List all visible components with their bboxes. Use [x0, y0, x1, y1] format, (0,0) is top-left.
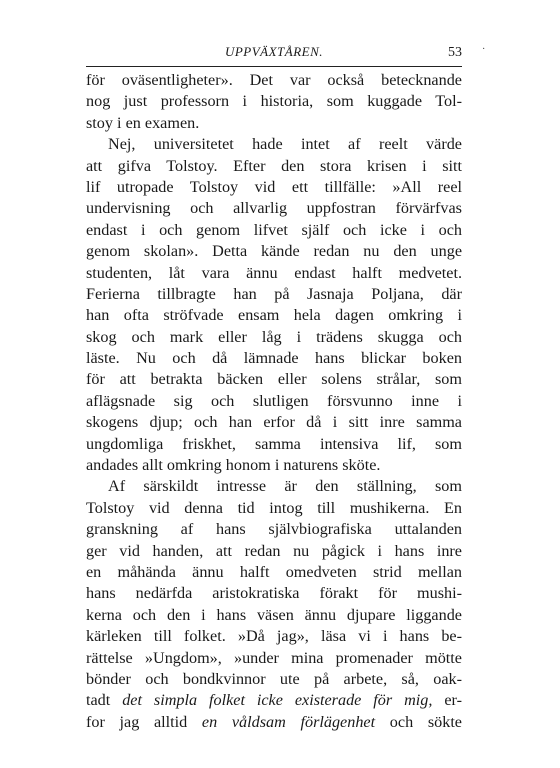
- text-line: för att betrakta bäcken eller solens strålar, som: [86, 370, 462, 389]
- text-line: aflägsnade sig och slutligen försvunno inne i: [86, 391, 462, 410]
- text-line: rättelse »Ungdom», »under mina promenader mötte: [86, 648, 462, 667]
- text-line: för oväsentligheter». Det var också betecknande: [86, 71, 462, 89]
- body-text: [86, 70, 462, 733]
- text-line: kärleken till folket. »Då jag», läsa vi i hans be-: [86, 627, 462, 646]
- text-line: en måhända ännu halft omedveten strid mellan: [86, 562, 462, 581]
- text-line: endast i och genom lifvet själf och icke i och: [86, 220, 462, 239]
- text-line: skog och mark eller låg i trädens skugga och: [86, 327, 462, 346]
- page-number: 53: [448, 45, 462, 60]
- text-fragment: tadt: [86, 691, 123, 710]
- text-line: nog just professorn i historia, som kuggade Tol-: [86, 92, 462, 111]
- text-line: bönder och bondkvinnor ute på arbete, så, oak-: [86, 669, 462, 688]
- running-title: UPPVÄXTÅREN.: [224, 44, 324, 59]
- text-line: läste. Nu och då lämnade hans blickar boken: [86, 349, 462, 368]
- italic-phrase: en våldsam förlägenhet: [201, 712, 376, 731]
- text-line: lif utropade Tolstoy vid ett tillfälle: »All reel: [86, 177, 462, 196]
- text-line: han ofta ströfvade ensam hela dagen omkring i: [86, 306, 462, 325]
- text-line: Nej, universitetet hade intet af reelt värde: [108, 135, 462, 154]
- margin-mark: ·: [482, 44, 486, 55]
- text-line: skogens djup; och han erfor då i sitt inre samma: [86, 413, 462, 432]
- text-line: ger vid handen, att redan nu pågick i hans inre: [86, 541, 462, 560]
- text-line: [86, 690, 462, 711]
- italic-phrase: det simpla folket icke existerade för mig,: [122, 691, 433, 710]
- text-line: granskning af hans självbiografiska uttalanden: [86, 520, 462, 539]
- text-line: Tolstoy vid denna tid intog till mushikerna. En: [86, 498, 462, 517]
- text-line: studenten, låt vara ännu endast halft medvetet.: [86, 263, 462, 282]
- text-line: stoy i en examen.: [86, 113, 200, 132]
- text-line: [86, 712, 462, 733]
- text-line: att gifva Tolstoy. Efter den stora krisen i sitt: [86, 156, 462, 175]
- text-line: undervisning och allvarlig uppfostran förvärfvas: [86, 199, 462, 218]
- header-rule: [86, 66, 462, 67]
- page-header: [86, 44, 462, 66]
- text-fragment: er-: [432, 691, 462, 710]
- text-line: kerna och den i hans väsen ännu djupare liggande: [86, 605, 462, 624]
- text-fragment: for jag alltid: [86, 712, 202, 731]
- text-line: genom skolan». Detta kände redan nu den unge: [86, 242, 462, 261]
- text-line: andades allt omkring honom i naturens sköte.: [86, 456, 381, 475]
- text-line: hans nedärfda aristokratiska förakt för mushi-: [86, 584, 462, 603]
- text-fragment: och sökte: [375, 712, 462, 731]
- text-line: ungdomliga friskhet, samma intensiva lif, som: [86, 434, 462, 453]
- text-line: Ferierna tillbragte han på Jasnaja Poljana, där: [86, 284, 462, 303]
- text-line: Af särskildt intresse är den ställning, som: [108, 477, 462, 496]
